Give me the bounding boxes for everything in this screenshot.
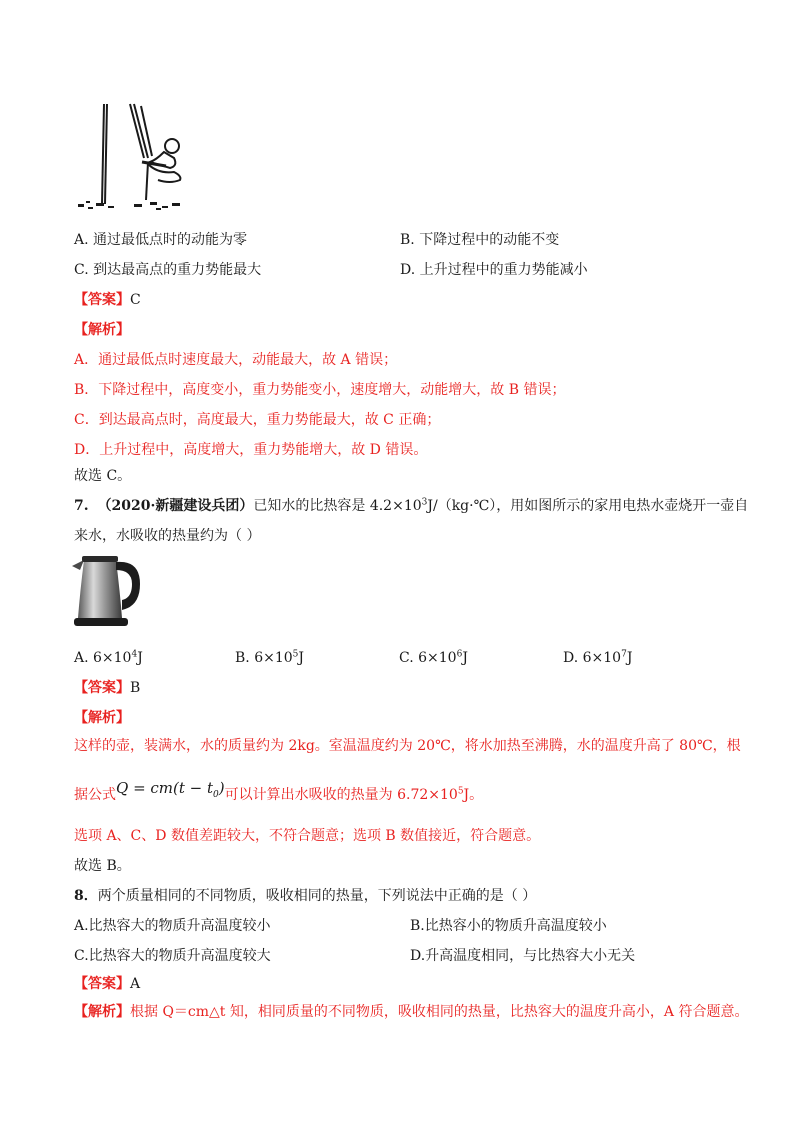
option-text: A. 6×10	[74, 650, 132, 666]
q6-option-b: B. 下降过程中的动能不变	[400, 232, 560, 248]
q8-option-a: A.比热容大的物质升高温度较小	[74, 918, 271, 934]
q7-stem-text: 已知水的比热容是 4.2×10	[253, 498, 422, 514]
q7-conclusion: 故选 B。	[74, 858, 131, 874]
heat-formula	[116, 779, 225, 800]
swing-figure	[74, 100, 194, 218]
option-unit: J	[462, 650, 468, 666]
option-text: D. 6×10	[563, 650, 622, 666]
q7-stem-text-2: J/（kg·℃），用如图所示的家用电热水壶烧开一壶自	[427, 498, 749, 514]
q7-option-a	[74, 648, 143, 668]
answer-value: B	[130, 680, 141, 696]
answer-tag: 【答案】	[74, 976, 130, 992]
answer-tag: 【答案】	[74, 680, 130, 696]
analysis-tag: 【解析】	[74, 710, 130, 726]
option-exponent: 7	[621, 649, 627, 660]
q6-analysis-line: B．下降过程中，高度变小，重力势能变小，速度增大，动能增大，故 B 错误；	[74, 382, 566, 398]
q6-answer	[74, 290, 141, 310]
q8-analysis	[74, 1002, 748, 1022]
q7-analysis-line3: 选项 A、C、D 数值差距较大，不符合题意；选项 B 数值接近，符合题意。	[74, 828, 541, 844]
q7-stem-exponent: 3	[421, 497, 428, 508]
q7-analysis-heading	[74, 708, 130, 728]
analysis-tag: 【解析】	[74, 1004, 130, 1020]
q7-stem	[74, 496, 748, 516]
option-exponent: 6	[456, 649, 463, 660]
q7-option-c	[399, 648, 468, 668]
q6-analysis-line: A．通过最低点时速度最大，动能最大，故 A 错误；	[74, 352, 398, 368]
formula-main: Q = cm(t − t	[116, 779, 214, 797]
answer-value: A	[130, 976, 141, 992]
option-text: B. 6×10	[235, 650, 293, 666]
q8-option-b: B.比热容小的物质升高温度较小	[410, 918, 607, 934]
answer-value: C	[130, 292, 141, 308]
analysis-tag: 【解析】	[74, 322, 130, 338]
q8-option-c: C.比热容大的物质升高温度较大	[74, 948, 271, 964]
q8-answer	[74, 974, 140, 994]
q6-analysis-line: D．上升过程中，高度增大，重力势能增大，故 D 错误。	[74, 442, 428, 458]
q6-analysis-line: C．到达最高点时，高度最大，重力势能最大，故 C 正确；	[74, 412, 441, 428]
q8-stem-text: 两个质量相同的不同物质，吸收相同的热量，下列说法中正确的是（ ）	[97, 888, 537, 904]
q7-answer	[74, 678, 140, 698]
q7-stem-line2: 来水，水吸收的热量约为（ ）	[74, 528, 261, 544]
q6-option-d: D. 上升过程中的重力势能减小	[400, 262, 588, 278]
analysis-exponent: 5	[457, 786, 464, 797]
q7-option-b	[235, 648, 304, 668]
electric-kettle-figure	[70, 552, 150, 632]
formula-close: )	[218, 779, 225, 797]
q6-analysis-heading	[74, 320, 130, 340]
analysis-text: J。	[463, 787, 484, 803]
option-exponent: 4	[131, 649, 138, 660]
q8-stem	[74, 886, 536, 906]
analysis-text: 根据 Q＝cm△t 知，相同质量的不同物质，吸收相同的热量，比热容大的温度升高小，A 符合题意。	[130, 1004, 749, 1020]
q6-option-a: A. 通过最低点时的动能为零	[74, 232, 248, 248]
analysis-text: 据公式	[74, 787, 116, 803]
option-unit: J	[137, 650, 143, 666]
question-number: 7.	[74, 498, 89, 514]
question-number: 8．	[74, 888, 98, 904]
option-unit: J	[626, 650, 633, 666]
answer-tag: 【答案】	[74, 292, 130, 308]
formula-subscript: 0	[213, 790, 219, 800]
option-exponent: 5	[292, 649, 299, 660]
option-unit: J	[298, 650, 304, 666]
q6-conclusion: 故选 C。	[74, 468, 132, 484]
q7-analysis-line2	[74, 779, 484, 805]
q7-option-d	[563, 648, 632, 668]
q7-analysis-line1: 这样的壶，装满水，水的质量约为 2kg。室温温度约为 20℃，将水加热至沸腾，水的温度升高了 80℃，根	[74, 738, 741, 754]
question-source: （2020·新疆建设兵团）	[97, 498, 254, 514]
q8-option-d: D.升高温度相同，与比热容大小无关	[410, 948, 636, 964]
q6-option-c: C. 到达最高点的重力势能最大	[74, 262, 262, 278]
analysis-text: 可以计算出水吸收的热量为 6.72×10	[224, 787, 458, 803]
option-text: C. 6×10	[399, 650, 457, 666]
